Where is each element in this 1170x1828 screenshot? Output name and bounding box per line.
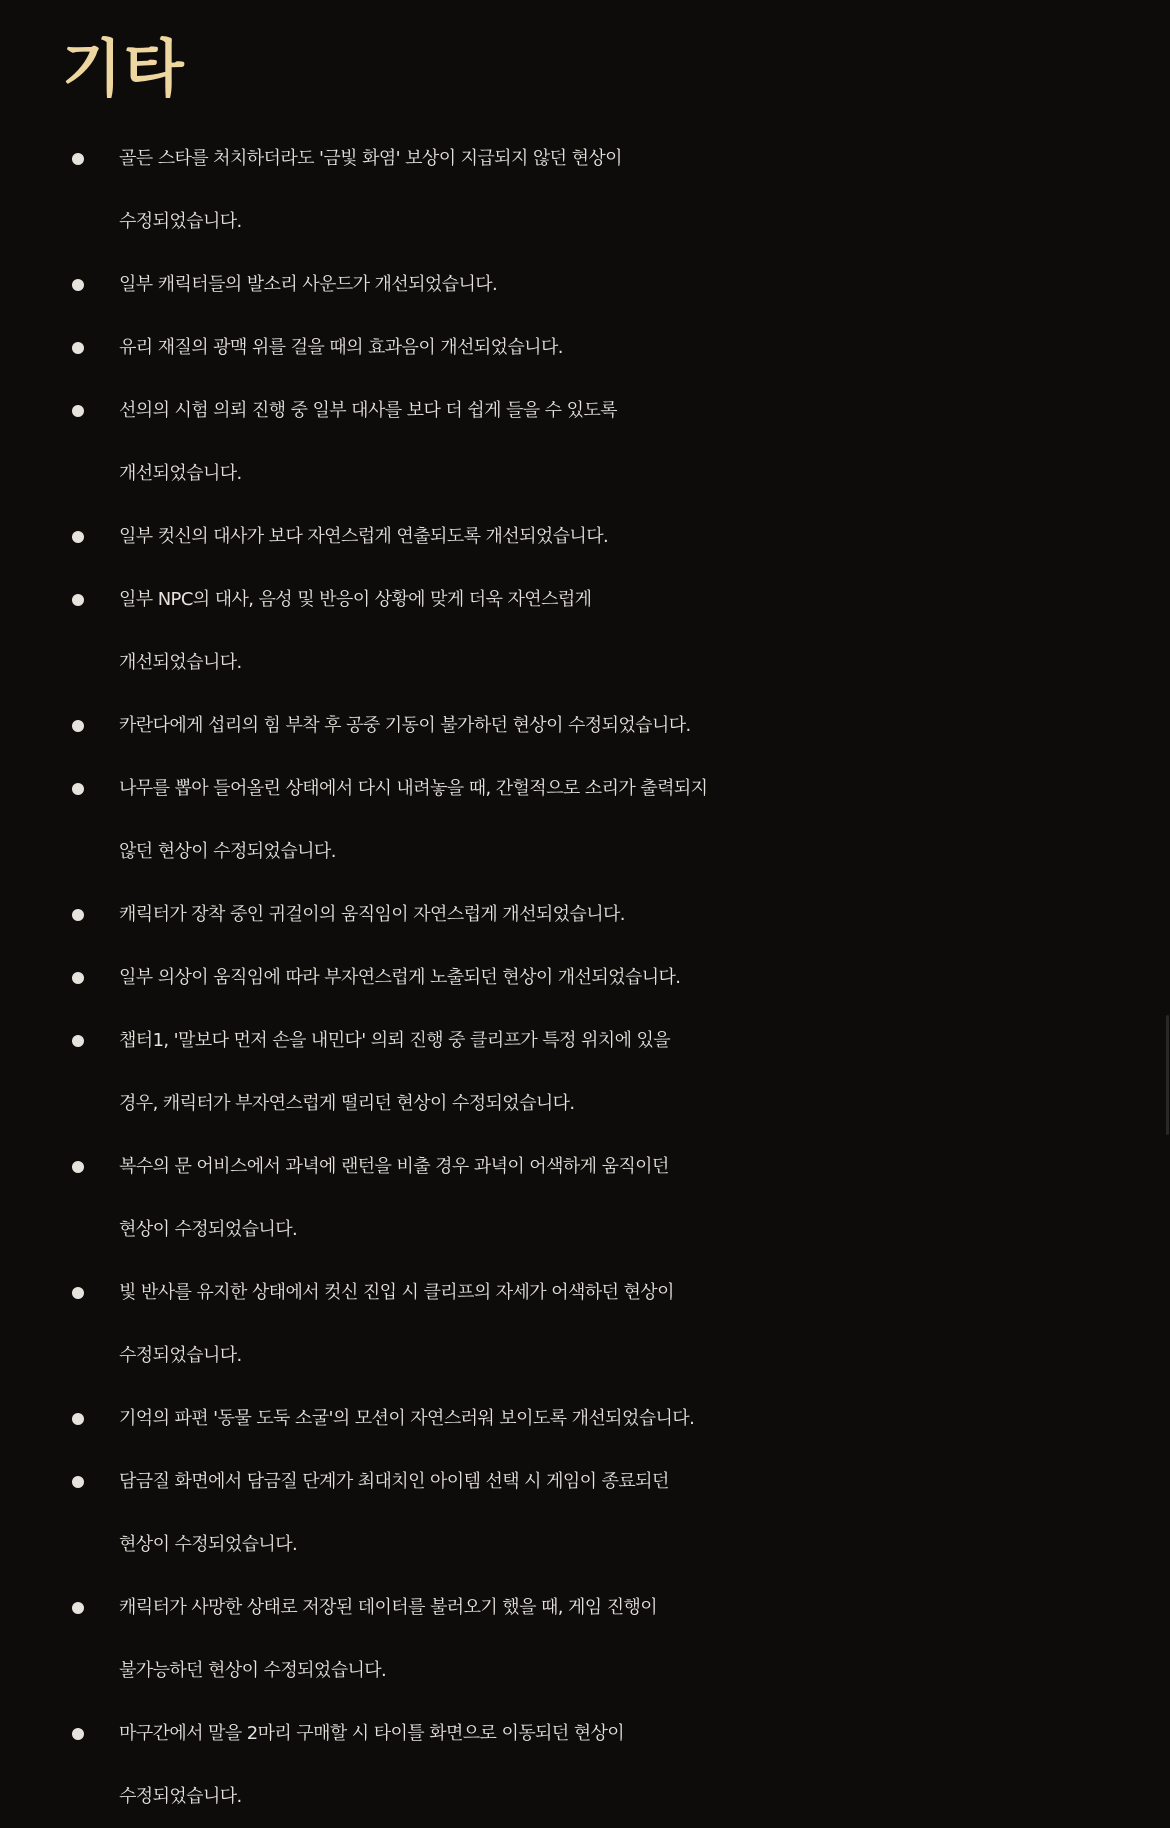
note-line: 골든 스타를 처치하더라도 '금빛 화염' 보상이 지급되지 않던 현상이 — [119, 148, 622, 169]
note-line: 개선되었습니다. — [119, 463, 242, 484]
note-item — [0, 1450, 1170, 1576]
note-item — [0, 379, 1170, 505]
note-item — [0, 757, 1170, 883]
note-item — [0, 127, 1170, 253]
bullet-icon — [72, 531, 84, 543]
note-line: 일부 컷신의 대사가 보다 자연스럽게 연출되도록 개선되었습니다. — [119, 526, 609, 547]
bullet-icon — [72, 1413, 84, 1425]
note-item — [0, 568, 1170, 694]
note-line: 현상이 수정되었습니다. — [119, 1534, 298, 1555]
note-line: 현상이 수정되었습니다. — [119, 1219, 298, 1240]
note-line: 않던 현상이 수정되었습니다. — [119, 841, 336, 862]
section-title: 기타 — [62, 32, 186, 105]
note-line: 복수의 문 어비스에서 과녁에 랜턴을 비출 경우 과녁이 어색하게 움직이던 — [119, 1156, 669, 1177]
note-line: 챕터1, '말보다 먼저 손을 내민다' 의뢰 진행 중 클리프가 특정 위치에 있을 — [119, 1030, 671, 1051]
bullet-icon — [72, 972, 84, 984]
note-item — [0, 1387, 1170, 1450]
note-item — [0, 1702, 1170, 1828]
note-line: 수정되었습니다. — [119, 1345, 242, 1366]
bullet-icon — [72, 1476, 84, 1488]
note-line: 불가능하던 현상이 수정되었습니다. — [119, 1660, 387, 1681]
patch-notes-list — [0, 127, 1170, 1828]
note-item — [0, 883, 1170, 946]
bullet-icon — [72, 1602, 84, 1614]
note-line: 캐릭터가 사망한 상태로 저장된 데이터를 불러오기 했을 때, 게임 진행이 — [119, 1597, 658, 1618]
note-line: 나무를 뽑아 들어올린 상태에서 다시 내려놓을 때, 간헐적으로 소리가 출력되지 — [119, 778, 708, 799]
note-line: 빛 반사를 유지한 상태에서 컷신 진입 시 클리프의 자세가 어색하던 현상이 — [119, 1282, 674, 1303]
bullet-icon — [72, 405, 84, 417]
note-item — [0, 505, 1170, 568]
bullet-icon — [72, 153, 84, 165]
note-line: 유리 재질의 광맥 위를 걸을 때의 효과음이 개선되었습니다. — [119, 337, 563, 358]
note-line: 일부 NPC의 대사, 음성 및 반응이 상황에 맞게 더욱 자연스럽게 — [119, 589, 592, 610]
note-item — [0, 1009, 1170, 1135]
bullet-icon — [72, 1728, 84, 1740]
note-line: 수정되었습니다. — [119, 211, 242, 232]
bullet-icon — [72, 279, 84, 291]
note-line: 일부 캐릭터들의 발소리 사운드가 개선되었습니다. — [119, 274, 498, 295]
note-line: 기억의 파편 '동물 도둑 소굴'의 모션이 자연스러워 보이도록 개선되었습니다. — [119, 1408, 695, 1429]
note-item — [0, 1576, 1170, 1702]
note-item — [0, 1261, 1170, 1387]
bullet-icon — [72, 1035, 84, 1047]
note-line: 개선되었습니다. — [119, 652, 242, 673]
bullet-icon — [72, 783, 84, 795]
note-line: 수정되었습니다. — [119, 1786, 242, 1807]
note-line: 담금질 화면에서 담금질 단계가 최대치인 아이템 선택 시 게임이 종료되던 — [119, 1471, 669, 1492]
note-item — [0, 1135, 1170, 1261]
note-item — [0, 946, 1170, 1009]
bullet-icon — [72, 342, 84, 354]
note-item — [0, 316, 1170, 379]
note-line: 일부 의상이 움직임에 따라 부자연스럽게 노출되던 현상이 개선되었습니다. — [119, 967, 681, 988]
bullet-icon — [72, 1161, 84, 1173]
bullet-icon — [72, 720, 84, 732]
note-line: 선의의 시험 의뢰 진행 중 일부 대사를 보다 더 쉽게 들을 수 있도록 — [119, 400, 617, 421]
note-item — [0, 694, 1170, 757]
note-line: 카란다에게 섭리의 힘 부착 후 공중 기동이 불가하던 현상이 수정되었습니다. — [119, 715, 691, 736]
note-line: 마구간에서 말을 2마리 구매할 시 타이틀 화면으로 이동되던 현상이 — [119, 1723, 625, 1744]
note-line: 경우, 캐릭터가 부자연스럽게 떨리던 현상이 수정되었습니다. — [119, 1093, 575, 1114]
bullet-icon — [72, 594, 84, 606]
scrollbar-thumb[interactable] — [1166, 1015, 1169, 1135]
note-line: 캐릭터가 장착 중인 귀걸이의 움직임이 자연스럽게 개선되었습니다. — [119, 904, 625, 925]
note-item — [0, 253, 1170, 316]
bullet-icon — [72, 1287, 84, 1299]
bullet-icon — [72, 909, 84, 921]
